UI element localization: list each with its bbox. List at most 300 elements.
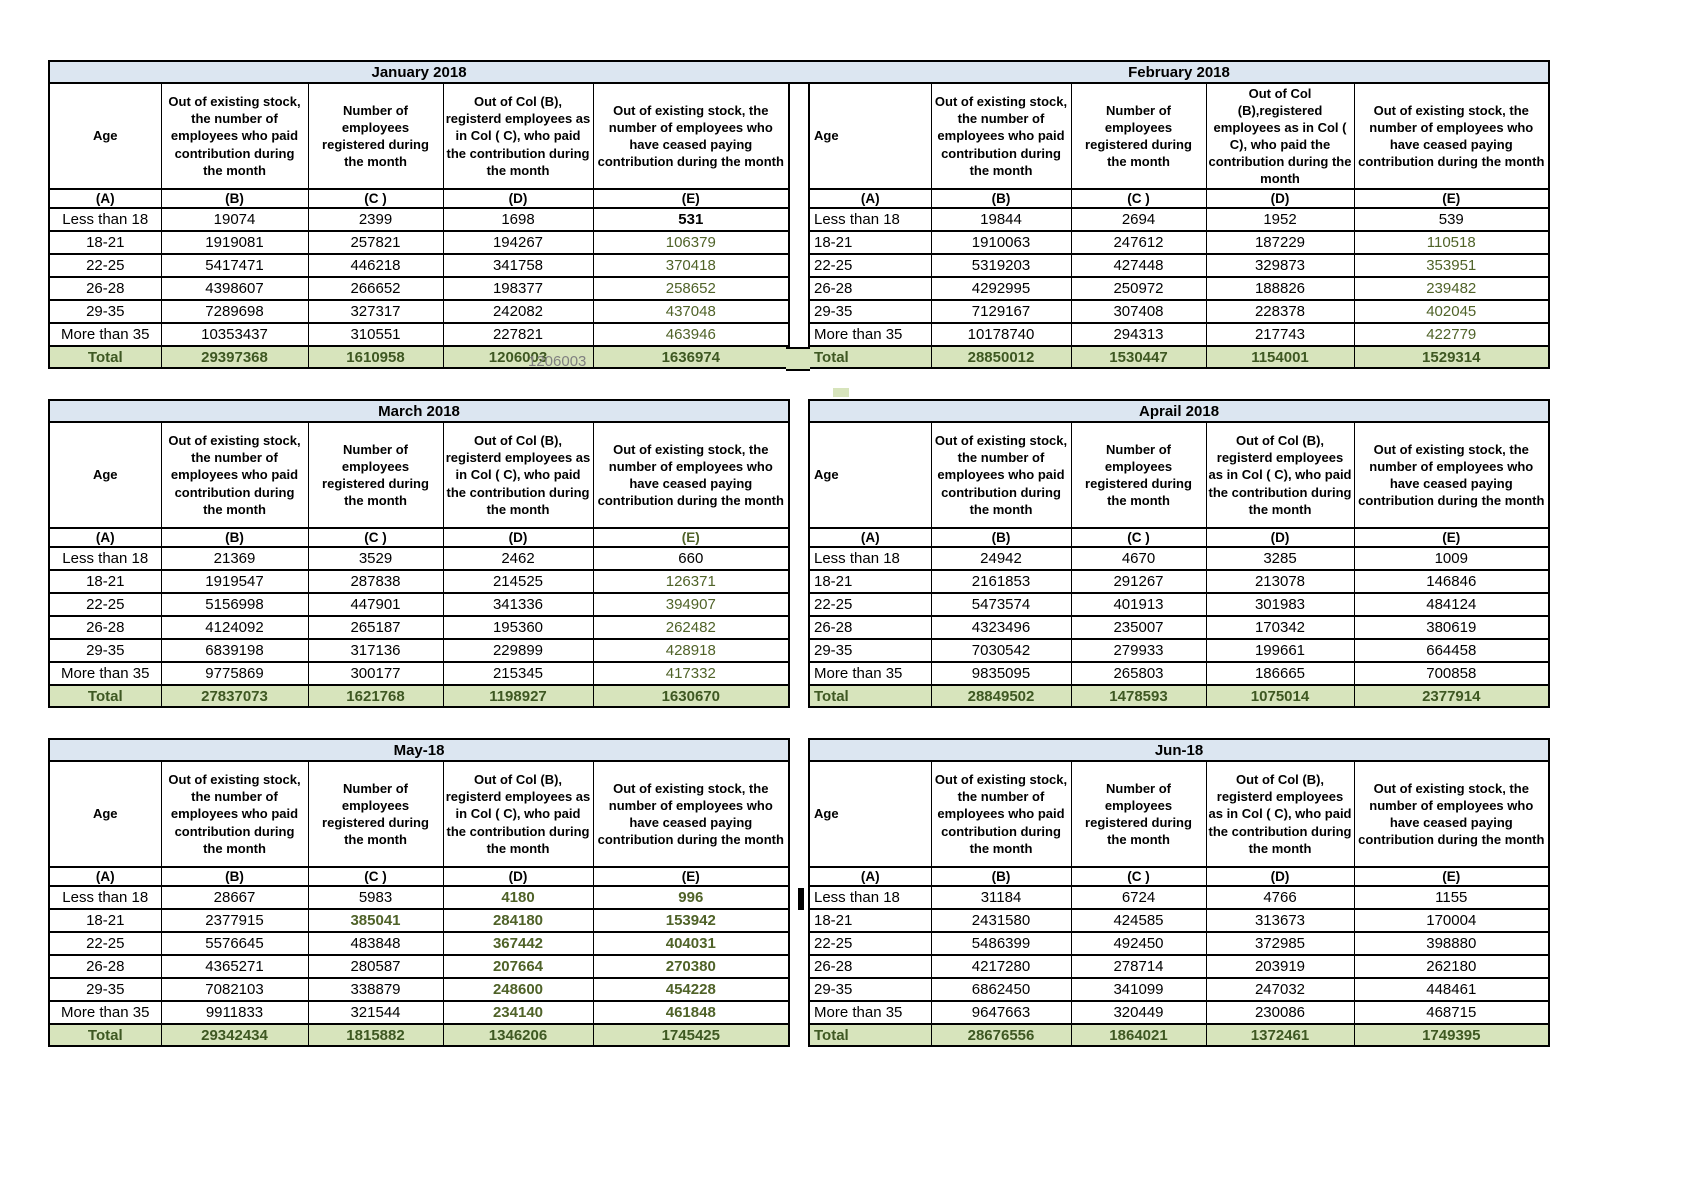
age-cell: 22-25 (49, 932, 161, 955)
value-cell: 417332 (593, 662, 789, 685)
header-d: Out of Col (B), registerd employees as in Col ( C), who paid the contribution during the month (1206, 422, 1354, 528)
age-cell: Less than 18 (809, 886, 931, 909)
value-cell: 3529 (308, 547, 443, 570)
value-cell: 468715 (1354, 1001, 1549, 1024)
table-row (49, 277, 789, 300)
header-age: Age (49, 83, 161, 189)
total-value: 28849502 (931, 685, 1071, 707)
value-cell: 483848 (308, 932, 443, 955)
age-cell: More than 35 (809, 323, 931, 346)
age-cell: 26-28 (809, 616, 931, 639)
table-row (49, 231, 789, 254)
value-cell: 258652 (593, 277, 789, 300)
value-cell: 257821 (308, 231, 443, 254)
total-row (49, 346, 789, 368)
value-cell: 531 (593, 208, 789, 231)
header-d: Out of Col (B), registerd employees as in Col ( C), who paid the contribution during the month (443, 422, 593, 528)
value-cell: 188826 (1206, 277, 1354, 300)
value-cell: 310551 (308, 323, 443, 346)
value-cell: 353951 (1354, 254, 1549, 277)
table-row (809, 593, 1549, 616)
value-cell: 265803 (1071, 662, 1206, 685)
value-cell: 454228 (593, 978, 789, 1001)
age-cell: 22-25 (809, 593, 931, 616)
letter-d: (D) (1206, 867, 1354, 886)
header-row (49, 83, 789, 189)
value-cell: 317136 (308, 639, 443, 662)
value-cell: 6862450 (931, 978, 1071, 1001)
value-cell: 2431580 (931, 909, 1071, 932)
value-cell: 187229 (1206, 231, 1354, 254)
value-cell: 5576645 (161, 932, 308, 955)
letter-b: (B) (931, 189, 1071, 208)
header-b: Out of existing stock, the number of employees who paid contribution during the month (161, 761, 308, 867)
value-cell: 19074 (161, 208, 308, 231)
table-row (49, 323, 789, 346)
value-cell: 199661 (1206, 639, 1354, 662)
total-value: 1815882 (308, 1024, 443, 1046)
value-cell: 437048 (593, 300, 789, 323)
total-row (809, 685, 1549, 707)
value-cell: 380619 (1354, 616, 1549, 639)
value-cell: 207664 (443, 955, 593, 978)
value-cell: 228378 (1206, 300, 1354, 323)
value-cell: 6724 (1071, 886, 1206, 909)
value-cell: 4766 (1206, 886, 1354, 909)
table-row (49, 639, 789, 662)
value-cell: 186665 (1206, 662, 1354, 685)
letter-e: (E) (1354, 867, 1549, 886)
value-cell: 461848 (593, 1001, 789, 1024)
title-row (49, 739, 789, 761)
table-row (809, 254, 1549, 277)
total-value: 1346206 (443, 1024, 593, 1046)
letter-d: (D) (1206, 189, 1354, 208)
header-d: Out of Col (B),registered employees as in Col ( C), who paid the contribution during the month (1206, 83, 1354, 189)
value-cell: 401913 (1071, 593, 1206, 616)
total-value: 1198927 (443, 685, 593, 707)
table-row (809, 886, 1549, 909)
value-cell: 2462 (443, 547, 593, 570)
table-january-2018 (48, 60, 790, 369)
total-value: 1530447 (1071, 346, 1206, 368)
letter-row (49, 867, 789, 886)
letter-d: (D) (1206, 528, 1354, 547)
age-cell: 22-25 (809, 254, 931, 277)
value-cell: 21369 (161, 547, 308, 570)
total-value: 29342434 (161, 1024, 308, 1046)
age-cell: 18-21 (49, 570, 161, 593)
value-cell: 484124 (1354, 593, 1549, 616)
header-d: Out of Col (B), registerd employees as in Col ( C), who paid the contribution during the month (443, 761, 593, 867)
age-cell: 18-21 (49, 231, 161, 254)
letter-row (809, 528, 1549, 547)
value-cell: 198377 (443, 277, 593, 300)
header-row (809, 761, 1549, 867)
total-value: 1529314 (1354, 346, 1549, 368)
value-cell: 5319203 (931, 254, 1071, 277)
age-cell: 18-21 (809, 570, 931, 593)
value-cell: 2377915 (161, 909, 308, 932)
total-label: Total (49, 685, 161, 707)
value-cell: 9647663 (931, 1001, 1071, 1024)
value-cell: 7082103 (161, 978, 308, 1001)
value-cell: 338879 (308, 978, 443, 1001)
value-cell: 5417471 (161, 254, 308, 277)
table-row (49, 570, 789, 593)
letter-d: (D) (443, 528, 593, 547)
letter-c: (C ) (308, 867, 443, 886)
table-row (809, 277, 1549, 300)
title-row (809, 61, 1549, 83)
table-row (49, 208, 789, 231)
letter-a: (A) (809, 867, 931, 886)
letter-a: (A) (809, 189, 931, 208)
table-february-2018 (808, 60, 1550, 369)
value-cell: 248600 (443, 978, 593, 1001)
value-cell: 1155 (1354, 886, 1549, 909)
age-cell: More than 35 (49, 323, 161, 346)
header-age: Age (809, 83, 931, 189)
value-cell: 250972 (1071, 277, 1206, 300)
header-row (809, 422, 1549, 528)
table-row (49, 593, 789, 616)
age-cell: 29-35 (49, 639, 161, 662)
table-title: May-18 (49, 739, 789, 761)
table-row (49, 662, 789, 685)
value-cell: 428918 (593, 639, 789, 662)
letter-b: (B) (161, 867, 308, 886)
total-label: Total (809, 685, 931, 707)
table-row (49, 1001, 789, 1024)
table-row (49, 955, 789, 978)
value-cell: 329873 (1206, 254, 1354, 277)
table-jun-18 (808, 738, 1550, 1047)
header-b: Out of existing stock, the number of employees who paid contribution during the month (931, 422, 1071, 528)
table-row (809, 955, 1549, 978)
age-cell: 29-35 (49, 300, 161, 323)
value-cell: 10178740 (931, 323, 1071, 346)
age-cell: 26-28 (49, 955, 161, 978)
value-cell: 4398607 (161, 277, 308, 300)
value-cell: 1919081 (161, 231, 308, 254)
value-cell: 370418 (593, 254, 789, 277)
total-value: 29397368 (161, 346, 308, 368)
table-aprail-2018 (808, 399, 1550, 708)
value-cell: 1910063 (931, 231, 1071, 254)
table-row (809, 662, 1549, 685)
value-cell: 341099 (1071, 978, 1206, 1001)
header-age: Age (809, 422, 931, 528)
table-row (809, 570, 1549, 593)
header-age: Age (49, 422, 161, 528)
value-cell: 4217280 (931, 955, 1071, 978)
value-cell: 234140 (443, 1001, 593, 1024)
table-row (49, 978, 789, 1001)
table-march-2018 (48, 399, 790, 708)
letter-b: (B) (931, 867, 1071, 886)
age-cell: More than 35 (809, 1001, 931, 1024)
letter-d: (D) (443, 867, 593, 886)
value-cell: 9911833 (161, 1001, 308, 1024)
value-cell: 215345 (443, 662, 593, 685)
total-label: Total (809, 1024, 931, 1046)
value-cell: 1009 (1354, 547, 1549, 570)
value-cell: 214525 (443, 570, 593, 593)
total-value: 1372461 (1206, 1024, 1354, 1046)
total-value: 1075014 (1206, 685, 1354, 707)
value-cell: 106379 (593, 231, 789, 254)
value-cell: 404031 (593, 932, 789, 955)
value-cell: 265187 (308, 616, 443, 639)
total-value: 28676556 (931, 1024, 1071, 1046)
value-cell: 146846 (1354, 570, 1549, 593)
letter-c: (C ) (308, 189, 443, 208)
total-value: 1154001 (1206, 346, 1354, 368)
value-cell: 217743 (1206, 323, 1354, 346)
value-cell: 5983 (308, 886, 443, 909)
header-e: Out of existing stock, the number of employees who have ceased paying contribution during the month (1354, 761, 1549, 867)
value-cell: 7129167 (931, 300, 1071, 323)
age-cell: More than 35 (49, 1001, 161, 1024)
value-cell: 424585 (1071, 909, 1206, 932)
gap-title-band (786, 60, 810, 84)
total-value: 27837073 (161, 685, 308, 707)
value-cell: 170004 (1354, 909, 1549, 932)
age-cell: 22-25 (49, 254, 161, 277)
value-cell: 7289698 (161, 300, 308, 323)
total-row (809, 346, 1549, 368)
header-c: Number of employees registered during the month (308, 761, 443, 867)
letter-e: (E) (593, 189, 789, 208)
value-cell: 2399 (308, 208, 443, 231)
value-cell: 291267 (1071, 570, 1206, 593)
value-cell: 242082 (443, 300, 593, 323)
age-cell: Less than 18 (809, 208, 931, 231)
table-title: Jun-18 (809, 739, 1549, 761)
value-cell: 247612 (1071, 231, 1206, 254)
header-row (49, 761, 789, 867)
age-cell: 29-35 (49, 978, 161, 1001)
value-cell: 270380 (593, 955, 789, 978)
table-may-18 (48, 738, 790, 1047)
value-cell: 262482 (593, 616, 789, 639)
header-c: Number of employees registered during the month (308, 83, 443, 189)
letter-row (49, 189, 789, 208)
value-cell: 394907 (593, 593, 789, 616)
age-cell: Less than 18 (49, 547, 161, 570)
table-row (809, 323, 1549, 346)
table-row (49, 547, 789, 570)
table-row (809, 300, 1549, 323)
stray-green-square (833, 388, 849, 397)
table-row (809, 231, 1549, 254)
total-value: 1745425 (593, 1024, 789, 1046)
value-cell: 385041 (308, 909, 443, 932)
total-value: 1749395 (1354, 1024, 1549, 1046)
value-cell: 320449 (1071, 1001, 1206, 1024)
value-cell: 287838 (308, 570, 443, 593)
letter-e: (E) (1354, 189, 1549, 208)
header-d: Out of Col (B), registerd employees as in Col ( C), who paid the contribution during the month (1206, 761, 1354, 867)
header-b: Out of existing stock, the number of employees who paid contribution during the month (931, 83, 1071, 189)
age-cell: Less than 18 (49, 886, 161, 909)
value-cell: 6839198 (161, 639, 308, 662)
value-cell: 262180 (1354, 955, 1549, 978)
value-cell: 660 (593, 547, 789, 570)
letter-c: (C ) (1071, 189, 1206, 208)
table-row (809, 978, 1549, 1001)
age-cell: More than 35 (49, 662, 161, 685)
value-cell: 2694 (1071, 208, 1206, 231)
value-cell: 153942 (593, 909, 789, 932)
total-label: Total (809, 346, 931, 368)
value-cell: 446218 (308, 254, 443, 277)
table-row (49, 254, 789, 277)
value-cell: 4365271 (161, 955, 308, 978)
value-cell: 239482 (1354, 277, 1549, 300)
value-cell: 110518 (1354, 231, 1549, 254)
value-cell: 1919547 (161, 570, 308, 593)
value-cell: 447901 (308, 593, 443, 616)
age-cell: 26-28 (809, 277, 931, 300)
value-cell: 301983 (1206, 593, 1354, 616)
age-cell: 18-21 (809, 231, 931, 254)
value-cell: 1952 (1206, 208, 1354, 231)
value-cell: 2161853 (931, 570, 1071, 593)
letter-e: (E) (593, 528, 789, 547)
header-c: Number of employees registered during the month (1071, 422, 1206, 528)
value-cell: 31184 (931, 886, 1071, 909)
header-c: Number of employees registered during the month (1071, 761, 1206, 867)
value-cell: 313673 (1206, 909, 1354, 932)
header-d: Out of Col (B), registerd employees as in Col ( C), who paid the contribution during the month (443, 83, 593, 189)
total-value: 1621768 (308, 685, 443, 707)
value-cell: 9835095 (931, 662, 1071, 685)
value-cell: 294313 (1071, 323, 1206, 346)
letter-row (809, 189, 1549, 208)
table-row (49, 300, 789, 323)
value-cell: 194267 (443, 231, 593, 254)
header-b: Out of existing stock, the number of employees who paid contribution during the month (161, 422, 308, 528)
total-row (49, 685, 789, 707)
value-cell: 213078 (1206, 570, 1354, 593)
total-label: Total (49, 1024, 161, 1046)
title-row (809, 739, 1549, 761)
value-cell: 10353437 (161, 323, 308, 346)
value-cell: 4670 (1071, 547, 1206, 570)
age-cell: Less than 18 (809, 547, 931, 570)
header-e: Out of existing stock, the number of employees who have ceased paying contribution during the month (1354, 422, 1549, 528)
letter-b: (B) (161, 189, 308, 208)
total-value: 1478593 (1071, 685, 1206, 707)
value-cell: 463946 (593, 323, 789, 346)
letter-e: (E) (593, 867, 789, 886)
value-cell: 321544 (308, 1001, 443, 1024)
value-cell: 247032 (1206, 978, 1354, 1001)
total-row (49, 1024, 789, 1046)
header-age: Age (809, 761, 931, 867)
value-cell: 422779 (1354, 323, 1549, 346)
letter-b: (B) (161, 528, 308, 547)
value-cell: 24942 (931, 547, 1071, 570)
age-cell: 26-28 (809, 955, 931, 978)
table-row (49, 886, 789, 909)
table-row (49, 932, 789, 955)
age-cell: 22-25 (49, 593, 161, 616)
table-row (809, 208, 1549, 231)
value-cell: 4180 (443, 886, 593, 909)
value-cell: 427448 (1071, 254, 1206, 277)
age-cell: Less than 18 (49, 208, 161, 231)
value-cell: 284180 (443, 909, 593, 932)
value-cell: 700858 (1354, 662, 1549, 685)
value-cell: 278714 (1071, 955, 1206, 978)
table-row (809, 639, 1549, 662)
value-cell: 7030542 (931, 639, 1071, 662)
value-cell: 3285 (1206, 547, 1354, 570)
value-cell: 402045 (1354, 300, 1549, 323)
age-cell: 26-28 (49, 277, 161, 300)
age-cell: 29-35 (809, 978, 931, 1001)
letter-a: (A) (49, 189, 161, 208)
value-cell: 367442 (443, 932, 593, 955)
age-cell: 22-25 (809, 932, 931, 955)
title-row (49, 400, 789, 422)
total-value: 1610958 (308, 346, 443, 368)
table-row (809, 932, 1549, 955)
header-e: Out of existing stock, the number of employees who have ceased paying contribution during the month (593, 83, 789, 189)
value-cell: 4292995 (931, 277, 1071, 300)
value-cell: 300177 (308, 662, 443, 685)
stray-number-artifact: 1206003 (528, 353, 587, 370)
value-cell: 4323496 (931, 616, 1071, 639)
value-cell: 230086 (1206, 1001, 1354, 1024)
value-cell: 1698 (443, 208, 593, 231)
total-value: 2377914 (1354, 685, 1549, 707)
letter-e: (E) (1354, 528, 1549, 547)
table-row (809, 909, 1549, 932)
letter-c: (C ) (1071, 528, 1206, 547)
table-row (49, 616, 789, 639)
title-row (809, 400, 1549, 422)
header-row (809, 83, 1549, 189)
value-cell: 448461 (1354, 978, 1549, 1001)
table-row (809, 547, 1549, 570)
header-c: Number of employees registered during the month (1071, 83, 1206, 189)
value-cell: 126371 (593, 570, 789, 593)
letter-c: (C ) (1071, 867, 1206, 886)
value-cell: 280587 (308, 955, 443, 978)
value-cell: 235007 (1071, 616, 1206, 639)
header-b: Out of existing stock, the number of employees who paid contribution during the month (161, 83, 308, 189)
value-cell: 28667 (161, 886, 308, 909)
table-row (809, 1001, 1549, 1024)
value-cell: 4124092 (161, 616, 308, 639)
table-row (49, 909, 789, 932)
age-cell: 29-35 (809, 300, 931, 323)
header-age: Age (49, 761, 161, 867)
value-cell: 664458 (1354, 639, 1549, 662)
letter-row (809, 867, 1549, 886)
total-value: 1630670 (593, 685, 789, 707)
header-e: Out of existing stock, the number of employees who have ceased paying contribution during the month (593, 422, 789, 528)
value-cell: 5156998 (161, 593, 308, 616)
stray-border-mark (798, 888, 804, 910)
letter-b: (B) (931, 528, 1071, 547)
age-cell: 18-21 (809, 909, 931, 932)
table-title: January 2018 (49, 61, 789, 83)
